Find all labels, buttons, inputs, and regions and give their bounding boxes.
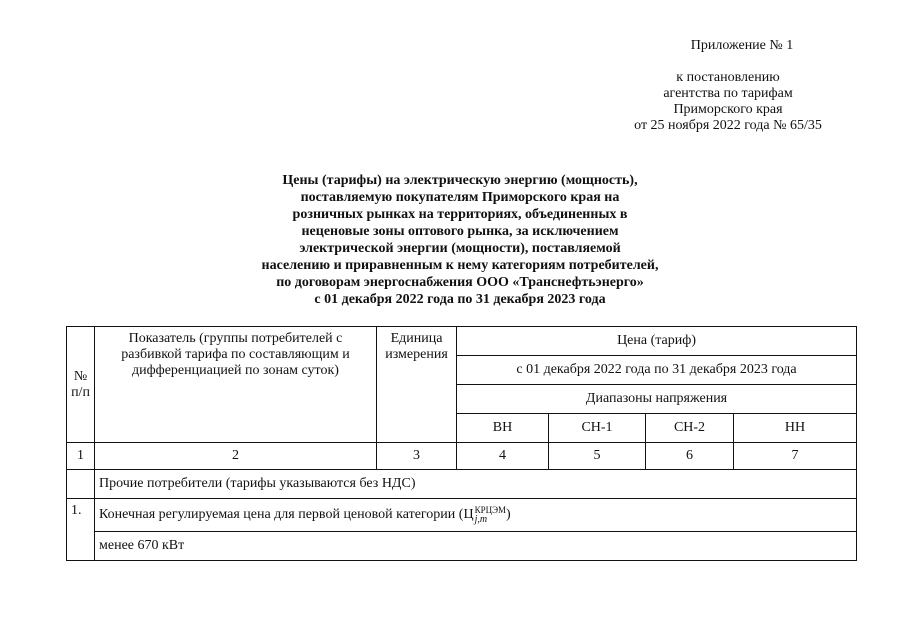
section-label: Прочие потребители (тарифы указываются без НДС): [95, 470, 857, 499]
col-number: 5: [549, 443, 646, 470]
title-line: по договорам энергоснабжения ООО «Транснефтьэнерго»: [276, 275, 644, 290]
row-label-text: Конечная регулируемая цена для первой ценовой категории (Ц: [99, 507, 474, 523]
appendix-header: [600, 38, 856, 134]
col-number: 2: [95, 443, 377, 470]
table-row: [67, 532, 857, 561]
tariff-table: [66, 326, 857, 561]
row-label-close: ): [506, 507, 511, 523]
price-subscript: j,m: [474, 514, 488, 525]
title-line: розничных рынках на территориях, объединенных в: [292, 207, 628, 222]
appendix-number: Приложение № 1: [690, 38, 794, 53]
col-number: 4: [457, 443, 549, 470]
header-num: № п/п: [67, 327, 95, 443]
title-line: населению и приравненным к нему категориям потребителей,: [261, 258, 659, 273]
voltage-vn: ВН: [457, 414, 549, 443]
title-line: неценовые зоны оптового рынка, за исключением: [301, 224, 619, 239]
col-number: 3: [377, 443, 457, 470]
appendix-line: от 25 ноября 2022 года № 65/35: [634, 118, 822, 133]
title-line: электрической энергии (мощности), поставляемой: [299, 241, 621, 256]
voltage-sn2: СН-2: [646, 414, 734, 443]
header-indicator: Показатель (группы потребителей с разбивкой тарифа по составляющим и дифференциацией по зонам суток): [95, 327, 377, 443]
col-number: 1: [67, 443, 95, 470]
header-unit: Единица измерения: [377, 327, 457, 443]
col-number: 6: [646, 443, 734, 470]
header-price: Цена (тариф): [457, 327, 857, 356]
appendix-line: к постановлению: [676, 70, 780, 85]
header-voltage-ranges: Диапазоны напряжения: [457, 385, 857, 414]
title-line: Цены (тарифы) на электрическую энергию (мощность),: [282, 173, 638, 188]
row-sublabel: менее 670 кВт: [95, 532, 857, 561]
col-number: 7: [734, 443, 857, 470]
title-line: поставляемую покупателям Приморского края на: [300, 190, 620, 205]
column-numbers-row: [67, 443, 857, 470]
row-num: 1.: [67, 499, 95, 561]
appendix-line: агентства по тарифам: [663, 86, 793, 101]
section-row: [67, 470, 857, 499]
voltage-sn1: СН-1: [549, 414, 646, 443]
title-line: с 01 декабря 2022 года по 31 декабря 2023 года: [314, 292, 606, 307]
section-num-cell: [67, 470, 95, 499]
row-label: [95, 499, 857, 532]
voltage-nn: НН: [734, 414, 857, 443]
header-period: с 01 декабря 2022 года по 31 декабря 2023 года: [457, 356, 857, 385]
appendix-line: Приморского края: [673, 102, 783, 117]
document-title: [230, 172, 690, 308]
price-superscript: КРЦЭМ: [474, 505, 507, 515]
table-row: [67, 499, 857, 532]
